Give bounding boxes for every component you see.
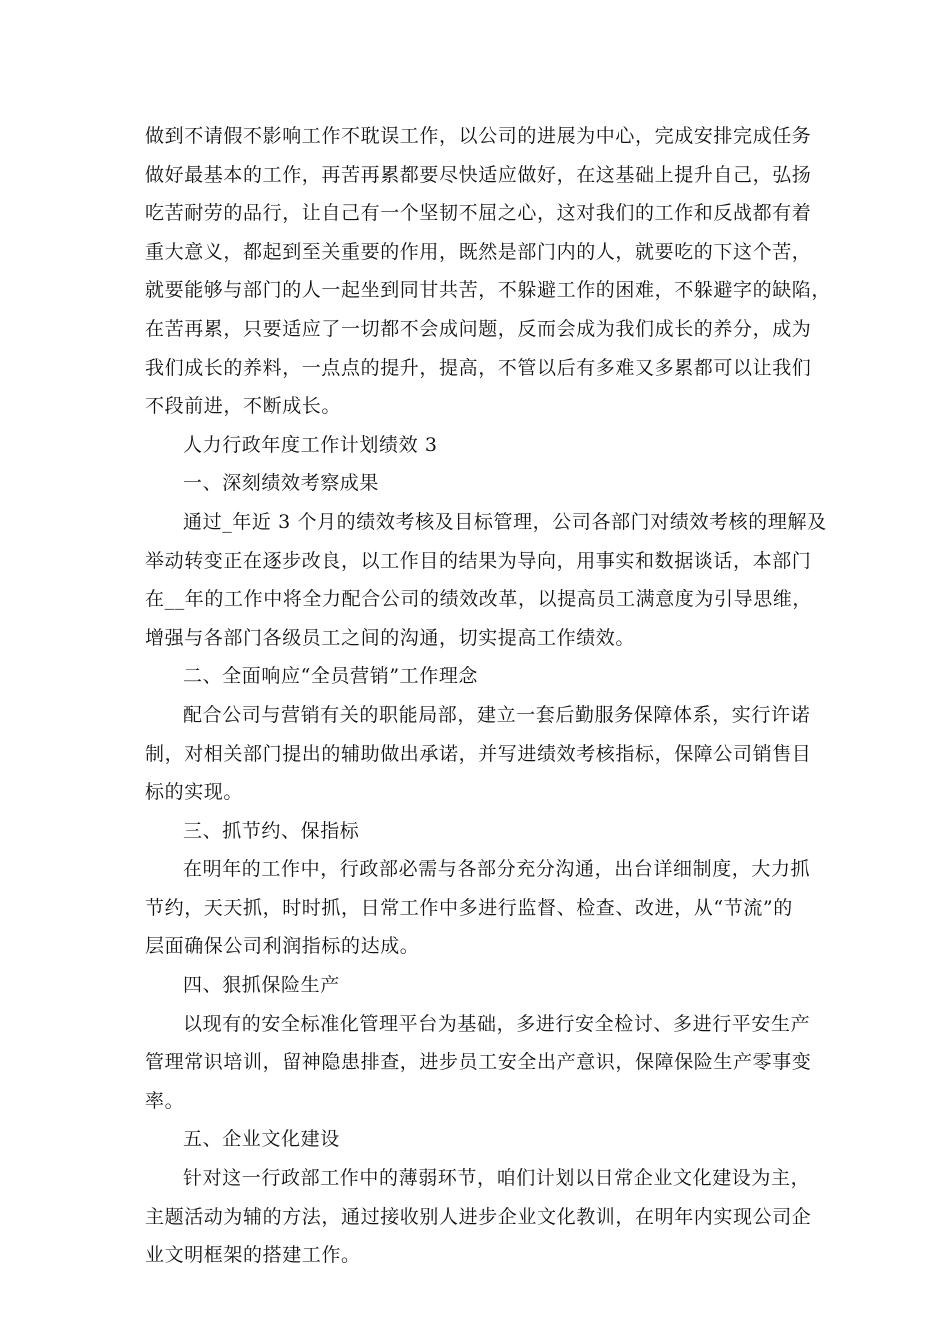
text-line: 业文明框架的搭建工作。: [145, 1244, 361, 1267]
text-line: 在__年的工作中将全力配合公司的绩效改革，以提高员工满意度为引导思维，: [145, 588, 813, 611]
text-line: 四、狠抓保险生产: [183, 974, 340, 997]
text-line: 节约，天天抓，时时抓，日常工作中多进行监督、检查、改进，从“节流”的: [145, 896, 793, 919]
text-line: 率。: [145, 1089, 185, 1112]
text-line: 五、企业文化建设: [183, 1128, 340, 1151]
text-line: 举动转变正在逐步改良，以工作目的结果为导向，用事实和数据谈话，本部门: [145, 549, 812, 572]
text-line: 制，对相关部门提出的辅助做出承诺，并写进绩效考核指标，保障公司销售目: [145, 742, 812, 765]
text-line: 层面确保公司利润指标的达成。: [145, 935, 420, 958]
text-line: 在明年的工作中，行政部必需与各部分充分沟通，出台详细制度，大力抓: [183, 858, 811, 881]
text-line: 标的实现。: [145, 781, 244, 804]
text-line: 增强与各部门各级员工之间的沟通，切实提高工作绩效。: [145, 626, 636, 649]
text-line: 二、全面响应“全员营销”工作理念: [183, 665, 479, 688]
document-body: [145, 117, 832, 1275]
text-line: 做到不请假不影响工作不耽误工作，以公司的进展为中心，完成安排完成任务: [145, 125, 812, 147]
text-line: 以现有的安全标准化管理平台为基础，多进行安全检讨、多进行平安生产: [183, 1012, 811, 1035]
text-line: 通过_年近 3 个月的绩效考核及目标管理，公司各部门对绩效考核的理解及: [183, 510, 827, 533]
text-line: 一、深刻绩效考察成果: [183, 472, 380, 495]
text-line: 人力行政年度工作计划绩效 3: [183, 433, 438, 456]
text-line: 三、抓节约、保指标: [183, 819, 360, 842]
text-line: 我们成长的养料，一点点的提升，提高，不管以后有多难又多累都可以让我们: [145, 356, 812, 379]
text-line: 就要能够与部门的人一起坐到同甘共苦，不躲避工作的困难，不躲避字的缺陷，: [145, 279, 832, 302]
text-line: 吃苦耐劳的品行，让自己有一个坚韧不屈之心，这对我们的工作和反战都有着: [145, 202, 812, 225]
text-line: 在苦再累，只要适应了一切都不会成问题，反而会成为我们成长的养分，成为: [145, 317, 812, 340]
text-line: 管理常识培训，留神隐患排查，进步员工安全出产意识，保障保险生产零事变: [145, 1051, 812, 1074]
text-line: 主题活动为辅的方法，通过接收别人进步企业文化教训，在明年内实现公司企: [145, 1205, 812, 1228]
text-line: 针对这一行政部工作中的薄弱环节，咱们计划以日常企业文化建设为主，: [183, 1167, 811, 1190]
text-line: 重大意义，都起到至关重要的作用，既然是部门内的人，就要吃的下这个苦，: [145, 240, 812, 263]
text-line: 配合公司与营销有关的职能局部，建立一套后勤服务保障体系，实行许诺: [183, 703, 811, 726]
text-line: 不段前进，不断成长。: [145, 395, 342, 418]
text-line: 做好最基本的工作，再苦再累都要尽快适应做好，在这基础上提升自己，弘扬: [145, 163, 812, 186]
